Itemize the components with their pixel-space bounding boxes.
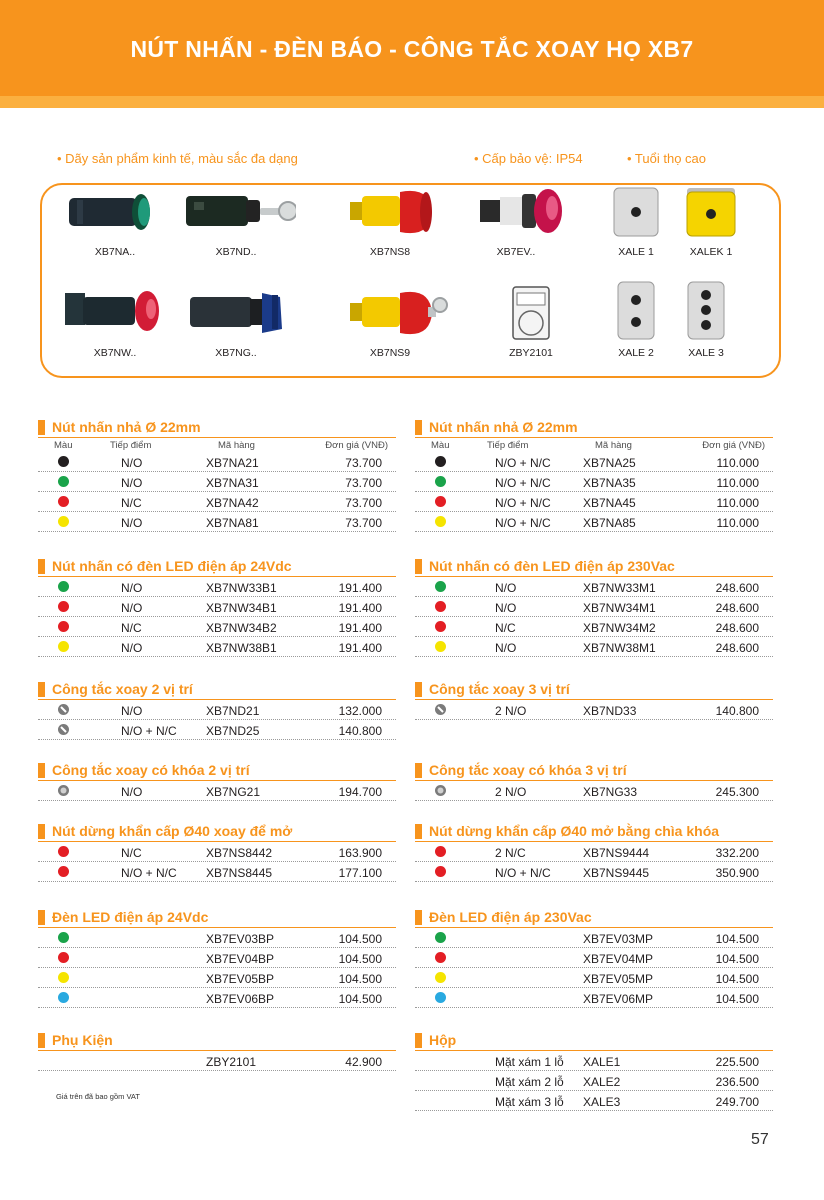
contact-type: N/C	[121, 496, 142, 510]
section-pushbutton-22mm-dual	[415, 418, 773, 532]
product-xb7ns8	[330, 184, 450, 258]
red-color-dot-icon	[435, 866, 446, 877]
section-title: Phụ Kiện	[38, 1031, 396, 1051]
product-code: XB7EV04BP	[206, 952, 275, 966]
contact-type: 2 N/O	[495, 785, 527, 799]
product-code: XB7ND33	[583, 704, 637, 718]
unit-price: 104.500	[715, 932, 759, 946]
contact-type: N/O	[121, 641, 143, 655]
section-title: Đèn LED điện áp 24Vdc	[38, 908, 396, 928]
unit-price: 140.800	[338, 724, 382, 738]
contact-type: N/C	[121, 846, 142, 860]
table-row	[415, 988, 773, 1008]
table-row	[38, 928, 396, 948]
table-row	[38, 577, 396, 597]
product-code: XALE1	[583, 1055, 621, 1069]
product-label: XALE 1	[618, 246, 654, 258]
product-code: XB7EV03MP	[583, 932, 654, 946]
contact-type: N/O + N/C	[495, 476, 551, 490]
black-color-dot-icon	[58, 456, 69, 467]
product-xb7nd	[176, 184, 296, 258]
feature-economic: • Dãy sản phẩm kinh tế, màu sắc đa dạng	[57, 151, 298, 166]
contact-type: N/O + N/C	[121, 866, 177, 880]
unit-price: 177.100	[338, 866, 382, 880]
product-label: XB7NW..	[93, 347, 137, 359]
unit-price: 248.600	[715, 601, 759, 615]
table-row	[415, 928, 773, 948]
pilot-light-red-icon	[456, 184, 576, 240]
section-emergency-stop-turn	[38, 822, 396, 882]
table-row	[415, 842, 773, 862]
section-title: Nút nhấn có đèn LED điện áp 230Vac	[415, 557, 773, 577]
contact-type: N/O	[121, 581, 143, 595]
section-pilot-light-24vdc	[38, 908, 396, 1008]
unit-price: 110.000	[716, 516, 759, 530]
table-row	[38, 968, 396, 988]
unit-price: 104.500	[338, 972, 382, 986]
blue-color-dot-icon	[435, 992, 446, 1003]
contact-type: N/O	[121, 601, 143, 615]
table-row	[38, 597, 396, 617]
section-title: Nút nhấn nhả Ø 22mm	[415, 418, 773, 438]
product-code: XB7EV04MP	[583, 952, 654, 966]
product-code: XB7EV05MP	[583, 972, 654, 986]
table-row	[38, 512, 396, 532]
product-xalek1	[651, 184, 771, 258]
section-accessories	[38, 1031, 396, 1071]
red-color-dot-icon	[58, 846, 69, 857]
unit-price: 104.500	[715, 992, 759, 1006]
product-code: XB7NW34M1	[583, 601, 656, 615]
header-strip	[0, 96, 824, 108]
table-row	[415, 1051, 773, 1071]
product-code: XB7NW34M2	[583, 621, 656, 635]
table-row	[38, 862, 396, 882]
product-code: XB7NS9444	[583, 846, 650, 860]
unit-price: 104.500	[338, 992, 382, 1006]
unit-price: 132.000	[338, 704, 382, 718]
product-label: XALE 2	[618, 347, 654, 359]
table-row	[38, 842, 396, 862]
header-contact: Tiếp điểm	[487, 440, 529, 451]
table-row	[415, 472, 773, 492]
table-row	[38, 617, 396, 637]
product-code: XB7NG33	[583, 785, 638, 799]
table-row	[38, 452, 396, 472]
illuminated-pushbutton-red-icon	[55, 285, 175, 341]
product-code: XB7NA42	[206, 496, 259, 510]
table-row	[415, 700, 773, 720]
section-key-selector-2-position	[38, 761, 396, 801]
product-code: XB7NA85	[583, 516, 636, 530]
unit-price: 42.900	[345, 1055, 382, 1069]
unit-price: 191.400	[338, 621, 382, 635]
red-color-dot-icon	[58, 601, 69, 612]
unit-price: 191.400	[338, 641, 382, 655]
product-code: XB7NA25	[583, 456, 636, 470]
unit-price: 140.800	[715, 704, 759, 718]
contact-type: N/C	[495, 621, 516, 635]
product-label: XB7ND..	[215, 246, 257, 258]
unit-price: 104.500	[715, 972, 759, 986]
unit-price: 248.600	[715, 581, 759, 595]
product-xb7nw	[55, 285, 175, 359]
green-color-dot-icon	[58, 932, 69, 943]
red-color-dot-icon	[58, 621, 69, 632]
unit-price: 110.000	[716, 456, 759, 470]
table-row	[38, 720, 396, 740]
table-row	[415, 577, 773, 597]
table-header	[38, 438, 396, 452]
unit-price: 73.700	[345, 456, 382, 470]
header-code: Mã hàng	[595, 440, 632, 451]
contact-type: Mặt xám 1 lỗ	[495, 1055, 564, 1069]
section-title: Công tắc xoay 3 vị trí	[415, 680, 773, 700]
product-code: XALE3	[583, 1095, 621, 1109]
product-code: XB7NS8445	[206, 866, 273, 880]
pushbutton-green-icon	[55, 184, 175, 240]
section-title: Công tắc xoay 2 vị trí	[38, 680, 396, 700]
red-color-dot-icon	[58, 866, 69, 877]
contact-type: N/O + N/C	[495, 866, 551, 880]
section-title: Đèn LED điện áp 230Vac	[415, 908, 773, 928]
product-label: XB7EV..	[496, 246, 536, 258]
selector-knob-icon	[58, 724, 69, 735]
emergency-stop-icon	[330, 184, 450, 240]
header-contact: Tiếp điểm	[110, 440, 152, 451]
section-title: Nút dừng khẩn cấp Ø40 mở bằng chìa khóa	[415, 822, 773, 842]
yellow-color-dot-icon	[58, 641, 69, 652]
table-row	[415, 492, 773, 512]
product-code: XB7NS8442	[206, 846, 273, 860]
legend-holder-icon	[471, 285, 591, 341]
contact-type: N/O + N/C	[121, 724, 177, 738]
box-grey-3-hole-icon	[646, 280, 766, 341]
product-code: XB7NA31	[206, 476, 259, 490]
box-yellow-1-hole-icon	[651, 184, 771, 240]
unit-price: 245.300	[715, 785, 759, 799]
table-row	[38, 492, 396, 512]
feature-ip54: • Cấp bảo vệ: IP54	[474, 151, 583, 166]
contact-type: N/O	[121, 704, 143, 718]
product-label: XALEK 1	[689, 246, 733, 258]
table-row	[415, 452, 773, 472]
contact-type: N/O	[495, 601, 517, 615]
unit-price: 104.500	[338, 952, 382, 966]
page-title: NÚT NHẤN - ĐÈN BÁO - CÔNG TẮC XOAY HỌ XB7	[130, 36, 694, 62]
section-emergency-stop-key	[415, 822, 773, 882]
section-led-pushbutton-230vac	[415, 557, 773, 657]
blue-color-dot-icon	[58, 992, 69, 1003]
product-xb7ev	[456, 184, 576, 258]
product-code: XB7ND25	[206, 724, 260, 738]
contact-type: N/C	[121, 621, 142, 635]
product-code: ZBY2101	[206, 1055, 257, 1069]
product-code: XB7NA21	[206, 456, 259, 470]
section-selector-3-position	[415, 680, 773, 720]
section-pushbutton-22mm-single	[38, 418, 396, 532]
product-code: XB7NW38M1	[583, 641, 656, 655]
vat-note: Giá trên đã bao gồm VAT	[56, 1092, 140, 1101]
product-label: XALE 3	[688, 347, 724, 359]
selector-switch-icon	[176, 285, 296, 341]
table-row	[415, 1091, 773, 1111]
section-selector-2-position	[38, 680, 396, 740]
header-color: Màu	[54, 440, 73, 451]
product-code: XB7NW38B1	[206, 641, 277, 655]
unit-price: 104.500	[715, 952, 759, 966]
unit-price: 110.000	[716, 476, 759, 490]
table-row	[415, 597, 773, 617]
key-selector-icon	[176, 184, 296, 240]
product-xb7ns9	[330, 285, 450, 359]
red-color-dot-icon	[435, 621, 446, 632]
unit-price: 236.500	[715, 1075, 759, 1089]
product-code: XB7ND21	[206, 704, 260, 718]
yellow-color-dot-icon	[58, 516, 69, 527]
header-color: Màu	[431, 440, 450, 451]
table-row	[415, 1071, 773, 1091]
contact-type: N/O	[495, 581, 517, 595]
section-enclosures	[415, 1031, 773, 1111]
table-row	[38, 948, 396, 968]
contact-type: N/O + N/C	[495, 496, 551, 510]
section-key-selector-3-position	[415, 761, 773, 801]
table-row	[415, 862, 773, 882]
product-xb7na	[55, 184, 175, 258]
contact-type: N/O	[495, 641, 517, 655]
unit-price: 104.500	[338, 932, 382, 946]
section-title: Nút dừng khẩn cấp Ø40 xoay để mở	[38, 822, 396, 842]
contact-type: N/O	[121, 516, 143, 530]
unit-price: 248.600	[715, 621, 759, 635]
green-color-dot-icon	[58, 581, 69, 592]
section-title: Công tắc xoay có khóa 3 vị trí	[415, 761, 773, 781]
product-label: XB7NA..	[94, 246, 136, 258]
contact-type: Mặt xám 3 lỗ	[495, 1095, 564, 1109]
feature-durability: • Tuổi thọ cao	[627, 151, 706, 166]
yellow-color-dot-icon	[435, 516, 446, 527]
table-row	[38, 637, 396, 657]
key-lock-icon	[58, 785, 69, 796]
unit-price: 194.700	[338, 785, 382, 799]
section-title: Nút nhấn nhả Ø 22mm	[38, 418, 396, 438]
selector-knob-icon	[435, 704, 446, 715]
green-color-dot-icon	[435, 932, 446, 943]
table-row	[38, 781, 396, 801]
yellow-color-dot-icon	[58, 972, 69, 983]
table-row	[415, 637, 773, 657]
section-title: Nút nhấn có đèn LED điện áp 24Vdc	[38, 557, 396, 577]
red-color-dot-icon	[58, 952, 69, 963]
section-pilot-light-230vac	[415, 908, 773, 1008]
key-lock-icon	[435, 785, 446, 796]
product-xb7ng	[176, 285, 296, 359]
red-color-dot-icon	[435, 846, 446, 857]
table-row	[38, 472, 396, 492]
section-title: Hộp	[415, 1031, 773, 1051]
product-code: XB7NA45	[583, 496, 636, 510]
contact-type: N/O	[121, 456, 143, 470]
yellow-color-dot-icon	[435, 972, 446, 983]
table-row	[415, 617, 773, 637]
emergency-stop-key-icon	[330, 285, 450, 341]
red-color-dot-icon	[58, 496, 69, 507]
selector-knob-icon	[58, 704, 69, 715]
unit-price: 350.900	[715, 866, 759, 880]
green-color-dot-icon	[58, 476, 69, 487]
unit-price: 73.700	[345, 516, 382, 530]
contact-type: N/O	[121, 476, 143, 490]
yellow-color-dot-icon	[435, 641, 446, 652]
product-code: XB7EV03BP	[206, 932, 275, 946]
product-code: XB7NS9445	[583, 866, 650, 880]
unit-price: 191.400	[338, 581, 382, 595]
product-label: ZBY2101	[509, 347, 553, 359]
product-label: XB7NS8	[369, 246, 411, 258]
unit-price: 73.700	[345, 496, 382, 510]
table-row	[38, 1051, 396, 1071]
contact-type: N/O	[121, 785, 143, 799]
unit-price: 73.700	[345, 476, 382, 490]
table-row	[415, 948, 773, 968]
header-price: Đơn giá (VNĐ)	[325, 440, 388, 451]
contact-type: N/O + N/C	[495, 516, 551, 530]
red-color-dot-icon	[435, 952, 446, 963]
green-color-dot-icon	[435, 476, 446, 487]
header-price: Đơn giá (VNĐ)	[702, 440, 765, 451]
contact-type: N/O + N/C	[495, 456, 551, 470]
table-row	[415, 781, 773, 801]
header-code: Mã hàng	[218, 440, 255, 451]
red-color-dot-icon	[435, 496, 446, 507]
product-code: XB7NG21	[206, 785, 261, 799]
unit-price: 163.900	[338, 846, 382, 860]
unit-price: 191.400	[338, 601, 382, 615]
product-code: XB7EV05BP	[206, 972, 275, 986]
product-code: XB7NW33B1	[206, 581, 277, 595]
product-code: XB7EV06MP	[583, 992, 654, 1006]
green-color-dot-icon	[435, 581, 446, 592]
product-code: XB7NW33M1	[583, 581, 656, 595]
product-label: XB7NG..	[215, 347, 257, 359]
contact-type: 2 N/O	[495, 704, 527, 718]
contact-type: Mặt xám 2 lỗ	[495, 1075, 564, 1089]
black-color-dot-icon	[435, 456, 446, 467]
contact-type: 2 N/C	[495, 846, 526, 860]
product-code: XB7NW34B2	[206, 621, 277, 635]
table-row	[38, 988, 396, 1008]
unit-price: 110.000	[716, 496, 759, 510]
unit-price: 249.700	[715, 1095, 759, 1109]
table-row	[415, 968, 773, 988]
table-row	[415, 512, 773, 532]
unit-price: 332.200	[715, 846, 759, 860]
product-code: XB7NW34B1	[206, 601, 277, 615]
product-code: XB7EV06BP	[206, 992, 275, 1006]
product-xale3	[646, 280, 766, 359]
product-code: XB7NA81	[206, 516, 259, 530]
product-code: XALE2	[583, 1075, 621, 1089]
product-label: XB7NS9	[369, 347, 411, 359]
unit-price: 248.600	[715, 641, 759, 655]
section-title: Công tắc xoay có khóa 2 vị trí	[38, 761, 396, 781]
section-led-pushbutton-24vdc	[38, 557, 396, 657]
unit-price: 225.500	[715, 1055, 759, 1069]
table-row	[38, 700, 396, 720]
product-zby2101	[471, 285, 591, 359]
product-code: XB7NA35	[583, 476, 636, 490]
table-header	[415, 438, 773, 452]
page-number: 57	[751, 1131, 769, 1148]
red-color-dot-icon	[435, 601, 446, 612]
